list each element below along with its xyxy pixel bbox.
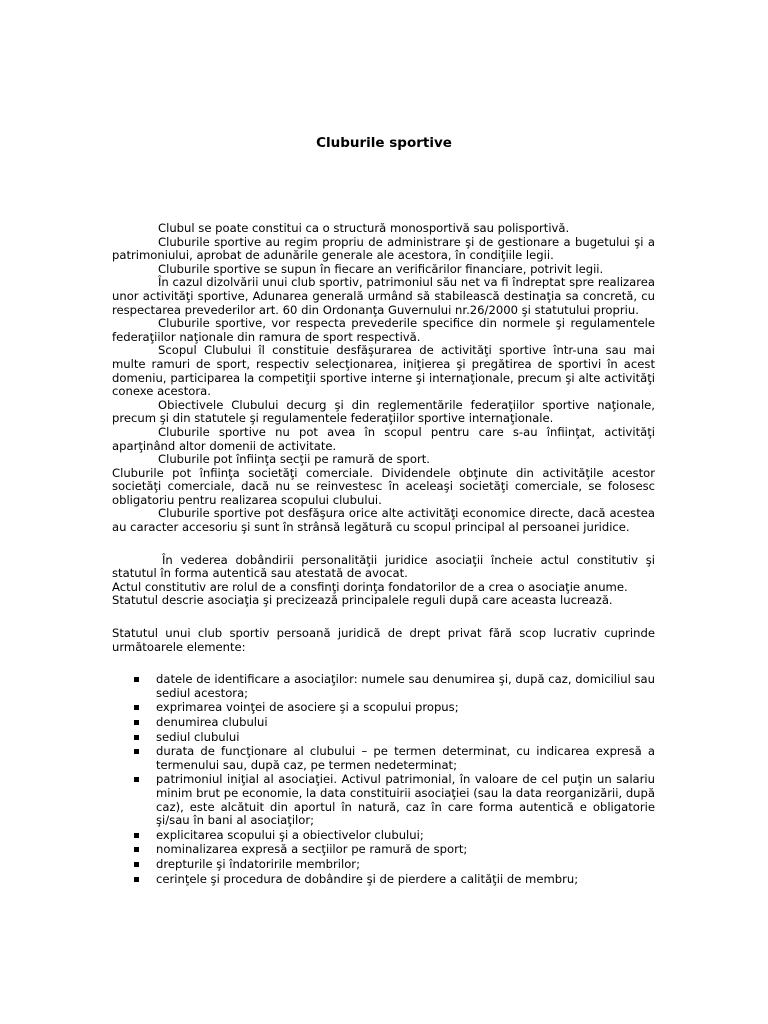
paragraph: Statutul descrie asociaţia şi precizează principalele reguli după care aceasta lucrează. [112,593,613,608]
paragraph: Cluburile pot înfiinţa secţii pe ramură de sport. [158,452,430,467]
square-bullet-icon [134,877,139,882]
list-item-text: nominalizarea expresă a secţiilor pe ramură de sport; [156,842,468,857]
list-item [112,745,655,772]
list-item [112,858,655,872]
square-bullet-icon [134,749,139,754]
list-item [112,843,655,857]
list-item [112,829,655,843]
list-item-text: datele de identificare a asociaţilor: numele sau denumirea şi, după caz, domiciliul sau sediul acestora; [156,672,655,700]
list-item [112,731,655,745]
square-bullet-icon [134,720,139,725]
paragraph: În cazul dizolvării unui club sportiv, patrimoniul său net va fi îndreptat spre realizarea unor activităţi sportive, Adunarea generală urmând să stabilească destinaţia sa concretă, cu respectarea prevederilor art. 60 din Ordonanţa Guvernului nr.26/2000 şi statutului propriu. [112,275,655,317]
list-item [112,773,655,827]
paragraph: Scopul Clubului îl constituie desfăşurarea de activităţi sportive într-una sau mai multe ramuri de sport, respectiv selecţionarea, iniţierea şi pregătirea de sportivi în acest domeniu, participarea la competiţii sportive interne şi internaţionale, precum şi alte activităţi conexe acestora. [112,343,655,399]
list-item-text: patrimoniul iniţial al asociaţiei. Activul patrimonial, în valoare de cel puţin un salariu minim brut pe economie, la data constituirii asociaţiei (sau la data reorganizării, după caz), este alcătuit din aportul în natură, caz în care forma autentică e obligatorie şi/sau în bani al asociaţilor; [156,772,655,828]
paragraph: Statutul unui club sportiv persoană juridică de drept privat fără scop lucrativ cuprinde următoarele elemente: [112,626,655,654]
paragraph: Cluburile sportive se supun în fiecare an verificărilor financiare, potrivit legii. [158,261,604,276]
paragraph: Cluburile pot înfiinţa societăţi comerciale. Dividendele obţinute din activităţile acestor societăţi comerciale, dacă nu se reinvestesc în aceleaşi societăţi comerciale, se folosesc obligatoriu pentru realizarea scopului clubului. [112,465,655,507]
paragraph: Cluburile sportive pot desfăşura orice alte activităţi economice directe, dacă acestea au caracter accesoriu şi sunt în strânsă legătură cu scopul principal al persoanei juridice. [112,506,655,535]
square-bullet-icon [134,833,139,838]
list-item [112,716,655,730]
paragraph: Cluburile sportive nu pot avea în scopul pentru care s-au înfiinţat, activităţi aparţinând altor domenii de activitate. [112,424,655,453]
element-list [112,673,655,886]
square-bullet-icon [134,777,139,782]
list-item-text: drepturile şi îndatoririle membrilor; [156,856,360,871]
list-item-text: durata de funcţionare al clubului – pe termen determinat, cu indicarea expresă a termenului sau, după caz, pe termen nedeterminat; [156,744,655,772]
list-item [112,873,655,887]
list-item [112,673,655,700]
list-item-text: exprimarea voinţei de asociere şi a scopului propus; [156,700,459,715]
paragraph: Cluburile sportive, vor respecta prevederile specifice din normele şi regulamentele federaţiilor naţionale din ramura de sport respectivă. [112,316,655,344]
paragraph: Actul constitutiv are rolul de a consfinţi dorinţa fondatorilor de a crea o asociaţie anume. [112,579,628,594]
paragraph: Clubul se poate constitui ca o structură monosportivă sau polisportivă. [158,221,570,235]
square-bullet-icon [134,735,139,740]
list-item-text: explicitarea scopului şi a obiectivelor clubului; [156,827,424,842]
square-bullet-icon [134,862,139,867]
square-bullet-icon [134,847,139,852]
document-body [112,222,655,887]
square-bullet-icon [134,677,139,682]
paragraph: Obiectivele Clubului decurg şi din reglementările federaţiilor sportive naţionale, precum şi din statutele şi regulamentele federaţiilor sportive internaţionale. [112,397,655,426]
list-item-text: sediul clubului [156,729,240,744]
paragraph: În vederea dobândirii personalităţii juridice asociaţii încheie actul constitutiv şi statutul în forma autentică sau atestată de avocat. [112,552,655,581]
square-bullet-icon [134,705,139,710]
document-title: Cluburile sportive [316,135,452,151]
list-item [112,701,655,715]
paragraph: Cluburile sportive au regim propriu de administrare şi de gestionare a bugetului şi a patrimoniului, aprobat de adunările generale ale acestora, în condiţiile legii. [112,234,655,263]
list-item-text: cerinţele şi procedura de dobândire şi de pierdere a calităţii de membru; [156,871,579,886]
list-item-text: denumirea clubului [156,715,268,729]
